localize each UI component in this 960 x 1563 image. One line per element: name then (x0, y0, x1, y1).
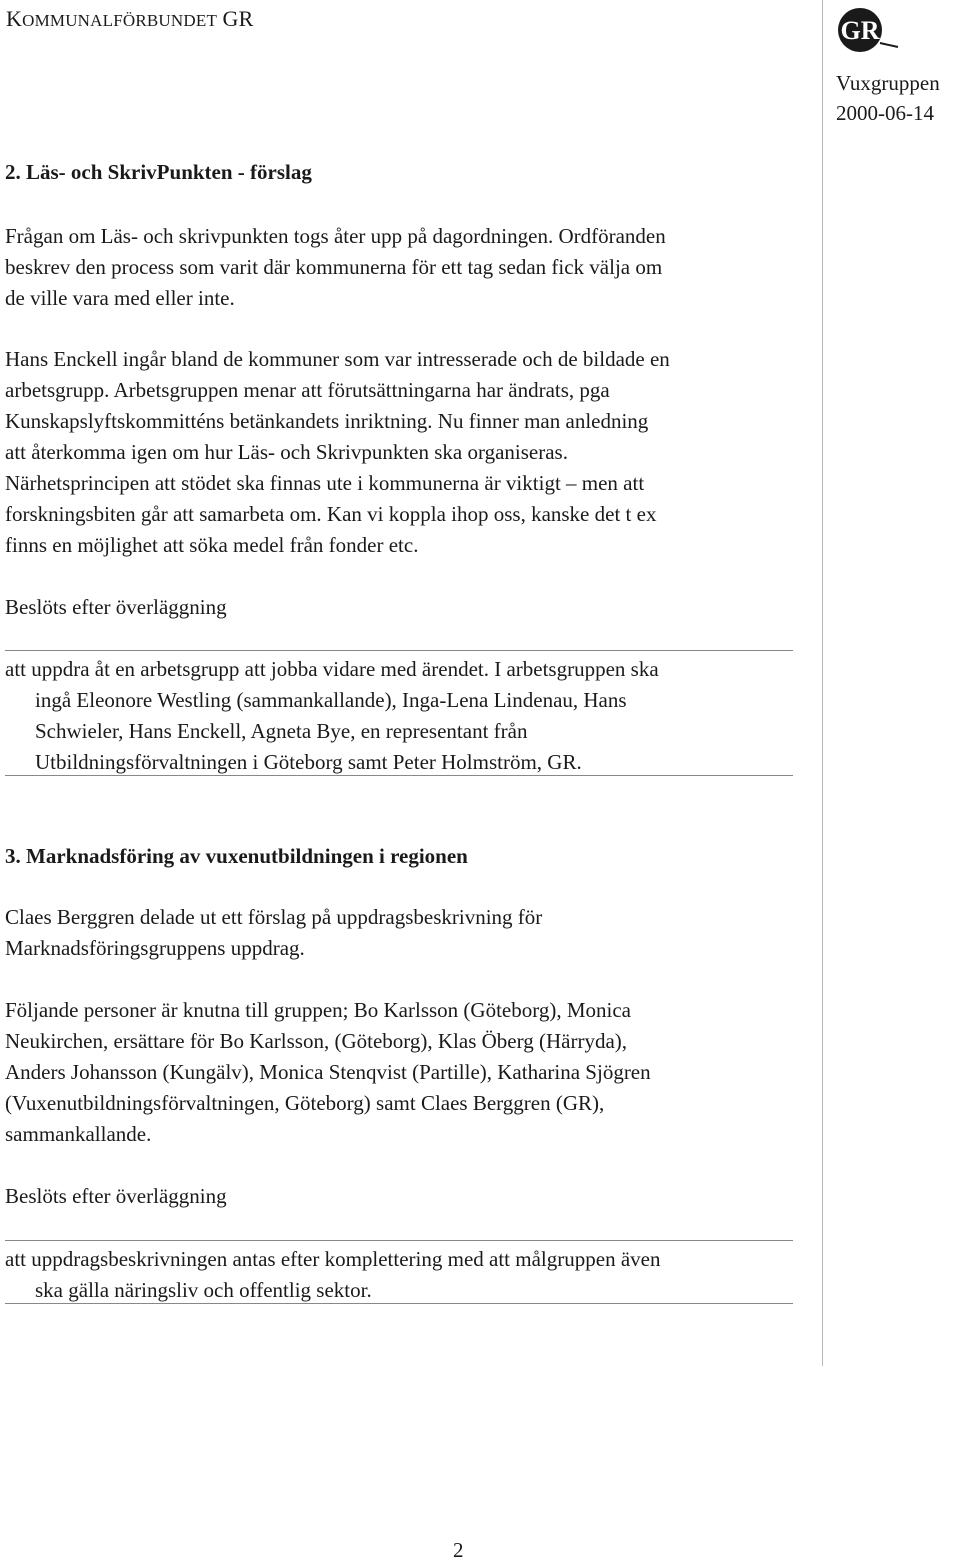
text-line: Neukirchen, ersättare för Bo Karlsson, (Göteborg), Klas Öberg (Härryda), (5, 1029, 628, 1053)
organization-name (6, 6, 253, 32)
org-name-rest: OMMUNALFÖRBUNDET (22, 11, 218, 30)
text-line: de ville vara med eller inte. (5, 286, 235, 310)
section-2-paragraph-1 (5, 221, 795, 314)
text-line: Hans Enckell ingår bland de kommuner som var intresserade och de bildade en (5, 347, 670, 371)
margin-rule (822, 0, 823, 1366)
decision-rule-bottom (5, 775, 793, 776)
text-line: arbetsgrupp. Arbetsgruppen menar att förutsättningarna har ändrats, pga (5, 378, 610, 402)
text-line: ska gälla näringsliv och offentlig sektor. (35, 1278, 372, 1302)
page-number: 2 (453, 1538, 464, 1562)
decision-rule-bottom (5, 1303, 793, 1304)
text-line: Närhetsprincipen att stödet ska finnas ute i kommunerna är viktigt – men att (5, 471, 645, 495)
section-2-decision-label: Beslöts efter överläggning (5, 595, 227, 619)
text-line: att uppdra åt en arbetsgrupp att jobba vidare med ärendet. I arbetsgruppen ska (5, 657, 659, 681)
text-line: Följande personer är knutna till gruppen; Bo Karlsson (Göteborg), Monica (5, 998, 631, 1022)
org-abbreviation: GR (222, 6, 254, 31)
decision-rule-top (5, 1240, 793, 1241)
logo-text: GR (840, 16, 880, 45)
section-3-decision-label: Beslöts efter överläggning (5, 1184, 227, 1208)
document-date: 2000-06-14 (836, 101, 934, 125)
text-line: Schwieler, Hans Enckell, Agneta Bye, en representant från (35, 719, 528, 743)
text-line: (Vuxenutbildningsförvaltningen, Göteborg) samt Claes Berggren (GR), (5, 1091, 605, 1115)
text-line: beskrev den process som varit där kommunerna för ett tag sedan fick välja om (5, 255, 663, 279)
section-2-decision (5, 654, 795, 778)
decision-rule-top (5, 650, 793, 651)
text-line: ingå Eleonore Westling (sammankallande), Inga-Lena Lindenau, Hans (35, 688, 627, 712)
group-name: Vuxgruppen (836, 71, 940, 95)
section-2-paragraph-2 (5, 344, 795, 561)
text-line: Utbildningsförvaltningen i Göteborg samt Peter Holmström, GR. (35, 750, 582, 774)
text-line: Claes Berggren delade ut ett förslag på uppdragsbeskrivning för (5, 905, 543, 929)
section-3-heading: 3. Marknadsföring av vuxenutbildningen i regionen (5, 844, 468, 868)
text-line: forskningsbiten går att samarbeta om. Kan vi koppla ihop oss, kanske det t ex (5, 502, 657, 526)
section-3-decision (5, 1244, 795, 1306)
text-line: Kunskapslyftskommitténs betänkandets inriktning. Nu finner man anledning (5, 409, 649, 433)
text-line: Frågan om Läs- och skrivpunkten togs åter upp på dagordningen. Ordföranden (5, 224, 666, 248)
gr-logo-icon (836, 3, 900, 57)
section-3-paragraph-1 (5, 902, 795, 964)
org-initial: K (6, 6, 23, 31)
text-line: Marknadsföringsgruppens uppdrag. (5, 936, 305, 960)
text-line: finns en möjlighet att söka medel från fonder etc. (5, 533, 419, 557)
section-3-paragraph-2 (5, 995, 795, 1150)
text-line: Anders Johansson (Kungälv), Monica Stenqvist (Partille), Katharina Sjögren (5, 1060, 651, 1084)
text-line: att återkomma igen om hur Läs- och Skrivpunkten ska organiseras. (5, 440, 568, 464)
text-line: sammankallande. (5, 1122, 152, 1146)
section-2-heading: 2. Läs- och SkrivPunkten - förslag (5, 160, 312, 184)
text-line: att uppdragsbeskrivningen antas efter komplettering med att målgruppen även (5, 1247, 661, 1271)
